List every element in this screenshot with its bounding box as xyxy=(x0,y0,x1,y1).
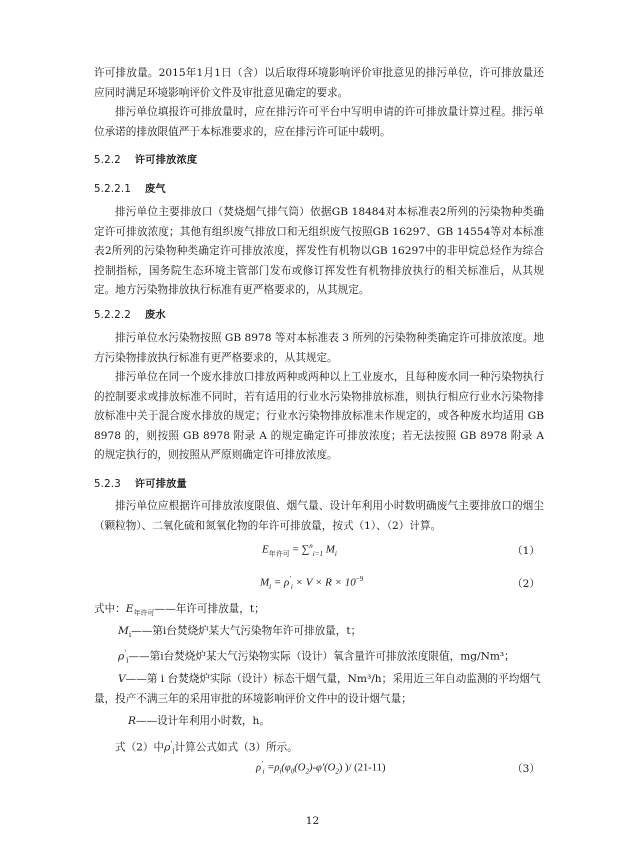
def-v-symbol: V xyxy=(118,673,126,685)
equation-number-2: （2） xyxy=(512,578,540,590)
section-heading-5-2-2-1 xyxy=(94,180,166,195)
eq2-exponent: −9 xyxy=(355,575,364,583)
eq1-term-sub: i xyxy=(334,549,337,558)
eq3-phi-sub: 0 xyxy=(290,767,295,776)
eq3-phi: (φ xyxy=(281,762,291,774)
def-m-sub: i xyxy=(128,631,132,640)
intro-paragraph-2: 排污单位填报许可排放量时，应在排污许可平台中写明申请的许可排放量计算过程。排污单位承诺的排放限值严于本标准要求的，应在排污许可证中载明。 xyxy=(94,106,544,138)
eq3-o2-a: (O xyxy=(294,762,306,774)
def-e-text: ——年许可排放量，t； xyxy=(154,603,265,615)
def-e-sub: 年许可 xyxy=(133,609,155,618)
eq3-o2-sub-b: 2 xyxy=(335,767,339,776)
eq1-lhs: E xyxy=(262,543,269,556)
eq3-intro-sub: i xyxy=(172,747,175,756)
eq1-sum: = ∑ xyxy=(292,543,310,556)
definition-v xyxy=(94,670,544,709)
wastewater-paragraph-1: 排污单位水污染物按照 GB 8978 等对本标准表 3 所列的污染物种类确定许可排放浓度。地方污染物排放执行标准有更严格要求的，从其规定。 xyxy=(94,332,544,364)
eq3-lhs-sup: ' xyxy=(261,760,263,768)
eq2-lhs-sub: i xyxy=(269,582,272,591)
eq3-lhs: ρ xyxy=(256,762,262,774)
def-rho-text: ——第i台焚烧炉某大气污染物实际（设计）氧含量许可排放浓度限值，mg/Nm³； xyxy=(128,650,515,663)
eq1-sum-sub: i=1 xyxy=(312,549,323,558)
definitions-intro: 式中： xyxy=(94,603,126,615)
eq3-o2-sub-a: 2 xyxy=(305,767,309,776)
definition-m xyxy=(118,622,361,646)
section-title: 废水 xyxy=(145,310,166,321)
section-heading-5-2-3 xyxy=(94,475,187,490)
eq3-o2-b: )-φ'(O xyxy=(308,762,336,774)
exhaust-gas-paragraph: 排污单位主要排放口（焚烧烟气排气筒）依据GB 18484对本标准表2所列的污染物种类确定许可排放浓度；其他有组织废气排放口和无组织废气按照GB 16297、GB 14554等对本标准表2所列的污染物种类确定许可排放浓度，挥发性有机物以GB 16297中的非甲烷总烃作为综合控制指标，国务院生态环境主管部门发布或修订挥发性有机物排放执行的相关标准后，从其规定。地方污染物排放执行标准有更严格要求的，从其规定。 xyxy=(94,206,544,296)
equation-3 xyxy=(256,760,386,776)
def-v-text: ——第 i 台焚烧炉实际（设计）标态干烟气量，Nm³/h；采用近三年自动监测的平均烟气量，投产不满三年的采用审批的环境影响评价文件中的设计烟气量； xyxy=(94,673,541,705)
def-e-symbol: E xyxy=(125,603,134,615)
section-number: 5.2.3 xyxy=(94,479,121,490)
def-rho-symbol: ρ xyxy=(118,650,125,663)
section-heading-5-2-2 xyxy=(94,151,197,166)
eq3-tail: ) )/ (21-11) xyxy=(338,762,386,774)
equation-2 xyxy=(260,575,363,591)
eq3-rho: =ρ xyxy=(267,762,280,774)
wastewater-paragraph-2: 排污单位在同一个废水排放口排放两种或两种以上工业废水，且每种废水同一种污染物执行的控制要求或排放标准不同时，若有适用的行业水污染物排放标准，则执行相应行业水污染物排放标准中关于混合废水排放的规定；行业水污染物排放标准未作规定的，或各种废水均适用 GB 8978 的，则按照 GB 8978 附录 A 的规定确定许可排放浓度；若无法按照 GB 8978 附录 A 的规定执行的，则按照从严原则确定许可排放浓度。 xyxy=(94,371,544,461)
section-title: 废气 xyxy=(145,184,166,195)
def-rho-sub: i xyxy=(126,656,129,665)
eq2-rho-sup: ' xyxy=(289,575,291,583)
eq1-sum-sup: n xyxy=(309,542,313,550)
section-number: 5.2.2.1 xyxy=(94,184,132,195)
eq3-rho-sub: i xyxy=(279,767,282,776)
def-m-text: ——第i台焚烧炉某大气污染物年许可排放量，t； xyxy=(131,625,362,637)
definition-rho xyxy=(118,644,515,671)
section-number: 5.2.2.2 xyxy=(94,310,132,321)
def-m-symbol: M xyxy=(118,625,129,637)
intro-paragraph-1: 许可排放量。2015年1月1日（含）以后取得环境影响评价审批意见的排污单位，许可排放量还应同时满足环境影响评价文件及审批意见确定的要求。 xyxy=(94,67,544,99)
def-r-symbol: R xyxy=(128,715,136,727)
def-rho-sup: ' xyxy=(124,649,127,657)
section-title: 许可排放浓度 xyxy=(134,155,198,166)
def-r-text: ——设计年利用小时数，h。 xyxy=(135,715,270,727)
eq2-rest: × V × R × 10 xyxy=(295,576,356,589)
equation-3-intro xyxy=(115,735,298,762)
eq3-intro-rho: ρ xyxy=(164,741,171,754)
eq3-intro-b: 计算公式如式（3）所示。 xyxy=(174,741,298,754)
permitted-amount-paragraph: 排污单位应根据许可排放浓度限值、烟气量、设计年利用小时数明确废气主要排放口的烟尘（颗粒物）、二氧化硫和氮氧化物的年许可排放量，按式（1）、（2）计算。 xyxy=(94,500,544,532)
page-number: 12 xyxy=(305,815,320,827)
eq1-term: M xyxy=(325,543,335,556)
equation-number-1: （1） xyxy=(512,545,540,557)
equation-1 xyxy=(262,542,337,559)
eq3-intro-a: 式（2）中 xyxy=(115,741,165,754)
eq3-intro-sup: ' xyxy=(170,740,173,748)
section-heading-5-2-2-2 xyxy=(94,306,166,321)
eq3-lhs-sub: i xyxy=(262,767,265,776)
definition-r xyxy=(128,712,270,732)
eq2-rho-sub: i xyxy=(290,582,293,591)
section-title: 许可排放量 xyxy=(134,479,187,490)
eq2-lhs: M xyxy=(260,576,270,589)
section-number: 5.2.2 xyxy=(94,155,121,166)
equation-number-3: （3） xyxy=(512,763,540,775)
eq1-lhs-sub: 年许可 xyxy=(268,549,290,558)
eq2-rho: = ρ xyxy=(273,576,290,589)
definition-e xyxy=(94,600,265,624)
